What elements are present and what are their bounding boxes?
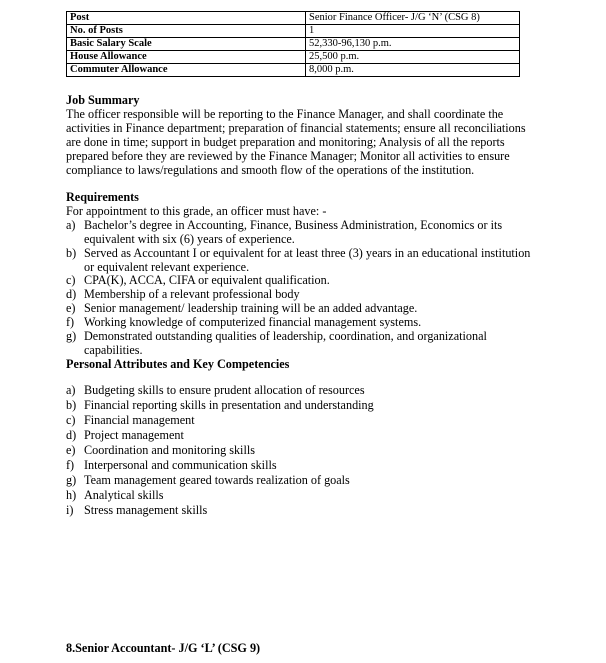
list-marker: c) <box>66 273 76 288</box>
list-marker: b) <box>66 245 77 260</box>
list-item <box>66 444 536 459</box>
attributes-list <box>66 384 536 519</box>
table-key: House Allowance <box>67 51 306 64</box>
table-value: 8,000 p.m. <box>306 64 520 77</box>
table-key: Post <box>67 12 306 25</box>
list-marker: g) <box>66 329 77 344</box>
list-text: Coordination and monitoring skills <box>84 442 255 457</box>
list-marker: e) <box>66 442 76 457</box>
requirements-list <box>66 219 536 358</box>
list-text: Project management <box>84 427 184 442</box>
list-marker: b) <box>66 397 77 412</box>
list-text: Served as Accountant I or equivalent for at least three (3) years in an educational institution or equivalent relevant experience. <box>84 245 531 274</box>
list-item <box>66 288 536 302</box>
post-details-table <box>66 11 520 77</box>
list-item <box>66 316 536 330</box>
table-key: No. of Posts <box>67 25 306 38</box>
list-marker: d) <box>66 427 77 442</box>
list-text: Interpersonal and communication skills <box>84 457 277 472</box>
table-value: 25,500 p.m. <box>306 51 520 64</box>
list-text: Budgeting skills to ensure prudent allocation of resources <box>84 382 365 397</box>
requirements-heading: Requirements <box>66 190 139 204</box>
list-text: Membership of a relevant professional body <box>84 287 300 302</box>
table-row <box>67 51 520 64</box>
list-item <box>66 399 536 414</box>
job-summary-heading: Job Summary <box>66 93 140 107</box>
list-item <box>66 330 536 358</box>
list-marker: h) <box>66 487 77 502</box>
table-row <box>67 38 520 51</box>
requirements-intro: For appointment to this grade, an officer must have: - <box>66 203 327 218</box>
list-item <box>66 302 536 316</box>
list-text: Team management geared towards realization of goals <box>84 472 350 487</box>
list-text: Stress management skills <box>84 502 208 517</box>
list-item <box>66 474 536 489</box>
requirements-section <box>66 191 536 358</box>
list-item <box>66 219 536 247</box>
list-text: Financial reporting skills in presentation and understanding <box>84 397 374 412</box>
list-marker: g) <box>66 472 77 487</box>
list-text: Bachelor’s degree in Accounting, Finance, Business Administration, Economics or its equivalent with six (6) years of experience. <box>84 217 503 246</box>
list-marker: f) <box>66 315 75 330</box>
list-marker: a) <box>66 217 76 232</box>
list-marker: i) <box>66 502 74 517</box>
job-summary-section <box>66 94 536 177</box>
attributes-heading: Personal Attributes and Key Competencies <box>66 357 290 371</box>
list-item <box>66 274 536 288</box>
table-value: Senior Finance Officer- J/G ‘N’ (CSG 8) <box>306 12 520 25</box>
table-value: 1 <box>306 25 520 38</box>
table-row <box>67 12 520 25</box>
list-text: Demonstrated outstanding qualities of leadership, coordination, and organizational capabilities. <box>84 329 487 357</box>
table-key: Basic Salary Scale <box>67 38 306 51</box>
list-item <box>66 414 536 429</box>
list-item <box>66 489 536 504</box>
list-marker: d) <box>66 287 77 302</box>
list-text: Financial management <box>84 412 195 427</box>
list-marker: c) <box>66 412 76 427</box>
list-item <box>66 384 536 399</box>
list-marker: f) <box>66 457 75 472</box>
list-text: CPA(K), ACCA, CIFA or equivalent qualification. <box>84 273 330 288</box>
job-summary-text: The officer responsible will be reporting to the Finance Manager, and shall coordinate the activities in Finance department; preparation of financial statements; ensure all reconciliations are done in time; support in budget preparation and monitoring; Analysis of all the reports prepared before they are reviewed by the Finance Manager; Monitor all activities to ensure compliance to laws/regulations and smooth flow of the operations of the institution. <box>66 106 526 177</box>
list-marker: e) <box>66 301 76 316</box>
list-item <box>66 429 536 444</box>
table-row <box>67 25 520 38</box>
list-text: Analytical skills <box>84 487 164 502</box>
table-key: Commuter Allowance <box>67 64 306 77</box>
list-item <box>66 504 536 519</box>
table-row <box>67 64 520 77</box>
attributes-section <box>66 358 536 519</box>
next-section-heading: 8.Senior Accountant- J/G ‘L’ (CSG 9) <box>66 641 261 655</box>
list-text: Senior management/ leadership training will be an added advantage. <box>84 301 418 316</box>
list-text: Working knowledge of computerized financial management systems. <box>84 315 422 330</box>
list-item <box>66 459 536 474</box>
list-marker: a) <box>66 382 76 397</box>
list-item <box>66 247 536 275</box>
table-value: 52,330-96,130 p.m. <box>306 38 520 51</box>
